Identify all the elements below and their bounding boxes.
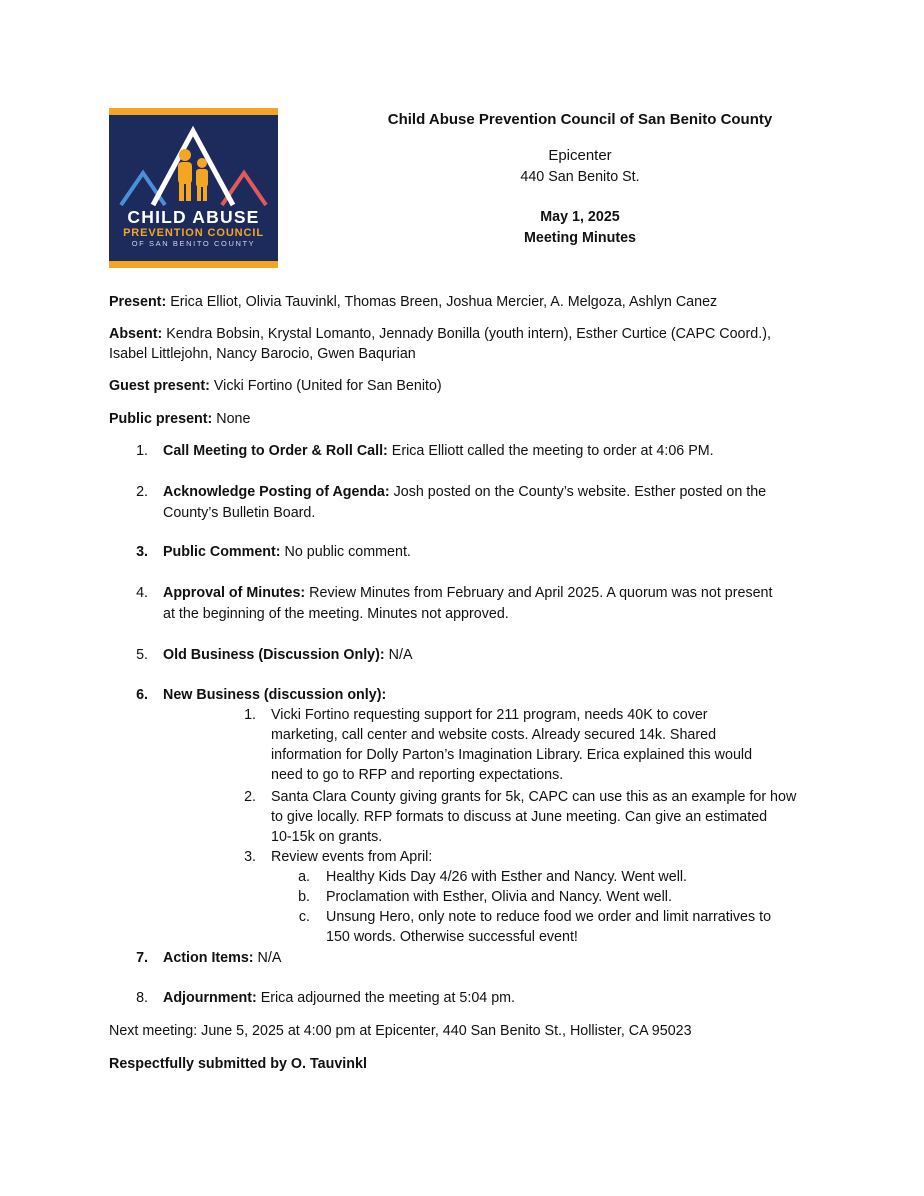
agenda-item-new-business xyxy=(163,687,386,703)
item-text: N/A xyxy=(257,950,282,966)
next-meeting: Next meeting: June 5, 2025 at 4:00 pm at Epicenter, 440 San Benito St., Hollister, CA 95023 xyxy=(109,1023,692,1039)
agenda-item-adjournment xyxy=(163,990,515,1006)
agenda-item-approval-of-minutes xyxy=(163,585,772,601)
item-text: N/A xyxy=(388,647,413,663)
subitem-number: 1. xyxy=(244,707,256,723)
logo-text-line2: PREVENTION COUNCIL xyxy=(123,227,264,239)
sub-subitem-letter: c. xyxy=(298,909,310,925)
agenda-item-call-to-order xyxy=(163,443,714,459)
subitem-text: marketing, call center and website costs. Already secured 14k. Shared xyxy=(271,727,717,743)
subitem-text: Santa Clara County giving grants for 5k, CAPC can use this as an example for how xyxy=(271,789,797,805)
item-title: Old Business (Discussion Only): xyxy=(163,647,385,663)
agenda-item-posting xyxy=(163,484,766,500)
sub-subitem-text: 150 words. Otherwise successful event! xyxy=(326,929,578,945)
agenda-item-old-business xyxy=(163,647,412,663)
item-title: Public Comment: xyxy=(163,544,281,560)
item-title: Acknowledge Posting of Agenda: xyxy=(163,484,390,500)
absent-line xyxy=(109,326,771,342)
agenda-item-action-items xyxy=(163,950,281,966)
absent-label: Absent: xyxy=(109,326,163,342)
subitem-number: 2. xyxy=(244,789,256,805)
item-number: 6. xyxy=(136,687,148,703)
sub-subitem-text: Healthy Kids Day 4/26 with Esther and Nancy. Went well. xyxy=(326,869,688,885)
item-title: New Business (discussion only): xyxy=(163,687,387,703)
present-label: Present: xyxy=(109,294,167,310)
venue-address: 440 San Benito St. xyxy=(520,169,640,185)
item-number: 2. xyxy=(136,484,148,500)
item-number: 8. xyxy=(136,990,148,1006)
item-text: Review Minutes from February and April 2025. A quorum was not present xyxy=(309,585,773,601)
present-line xyxy=(109,294,717,310)
organization-title: Child Abuse Prevention Council of San Benito County xyxy=(387,111,773,128)
logo-text-line3: OF SAN BENITO COUNTY xyxy=(131,239,256,248)
sub-subitem-letter: b. xyxy=(298,889,310,905)
item-text-cont: County’s Bulletin Board. xyxy=(163,505,316,521)
public-value: None xyxy=(216,411,251,427)
item-title: Call Meeting to Order & Roll Call: xyxy=(163,443,388,459)
guest-label: Guest present: xyxy=(109,378,210,394)
subitem-text: Review events from April: xyxy=(271,849,433,865)
sub-subitem-letter: a. xyxy=(298,869,310,885)
meeting-date: May 1, 2025 xyxy=(540,209,620,225)
logo-text-line1: CHILD ABUSE xyxy=(127,207,260,227)
public-line xyxy=(109,411,250,427)
subitem-text: Vicki Fortino requesting support for 211 program, needs 40K to cover xyxy=(271,707,708,723)
item-number: 1. xyxy=(136,443,148,459)
subitem-text: to give locally. RFP formats to discuss at June meeting. Can give an estimated xyxy=(271,809,768,825)
present-names: Erica Elliot, Olivia Tauvinkl, Thomas Breen, Joshua Mercier, A. Melgoza, Ashlyn Canez xyxy=(170,294,718,310)
item-text: No public comment. xyxy=(284,544,411,560)
subitem-text: need to go to RFP and reporting expectations. xyxy=(271,767,564,783)
item-number: 5. xyxy=(136,647,148,663)
document-title: Meeting Minutes xyxy=(524,230,636,246)
absent-names: Kendra Bobsin, Krystal Lomanto, Jennady Bonilla (youth intern), Esther Curtice (CAPC Coord.), xyxy=(166,326,771,342)
item-title: Adjournment: xyxy=(163,990,257,1006)
item-text-cont: at the beginning of the meeting. Minutes not approved. xyxy=(163,606,509,622)
item-title: Approval of Minutes: xyxy=(163,585,306,601)
sub-subitem-text: Unsung Hero, only note to reduce food we order and limit narratives to xyxy=(326,909,772,925)
item-text: Erica adjourned the meeting at 5:04 pm. xyxy=(260,990,516,1006)
item-title: Action Items: xyxy=(163,950,254,966)
guest-names: Vicki Fortino (United for San Benito) xyxy=(213,378,442,394)
venue-name: Epicenter xyxy=(548,147,612,164)
item-number: 7. xyxy=(136,950,148,966)
council-logo xyxy=(109,108,278,268)
agenda-item-public-comment xyxy=(163,544,411,560)
item-number: 3. xyxy=(136,544,148,560)
subitem-text: 10-15k on grants. xyxy=(271,829,383,845)
subitem-text: information for Dolly Parton’s Imagination Library. Erica explained this would xyxy=(271,747,753,763)
absent-names-cont: Isabel Littlejohn, Nancy Barocio, Gwen Baqurian xyxy=(109,346,416,362)
item-text: Josh posted on the County’s website. Esther posted on the xyxy=(393,484,767,500)
item-text: Erica Elliott called the meeting to order at 4:06 PM. xyxy=(391,443,714,459)
subitem-number: 3. xyxy=(244,849,256,865)
guest-line xyxy=(109,378,442,394)
item-number: 4. xyxy=(136,585,148,601)
public-label: Public present: xyxy=(109,411,213,427)
sub-subitem-text: Proclamation with Esther, Olivia and Nancy. Went well. xyxy=(326,889,672,905)
submitted-by: Respectfully submitted by O. Tauvinkl xyxy=(109,1056,367,1072)
